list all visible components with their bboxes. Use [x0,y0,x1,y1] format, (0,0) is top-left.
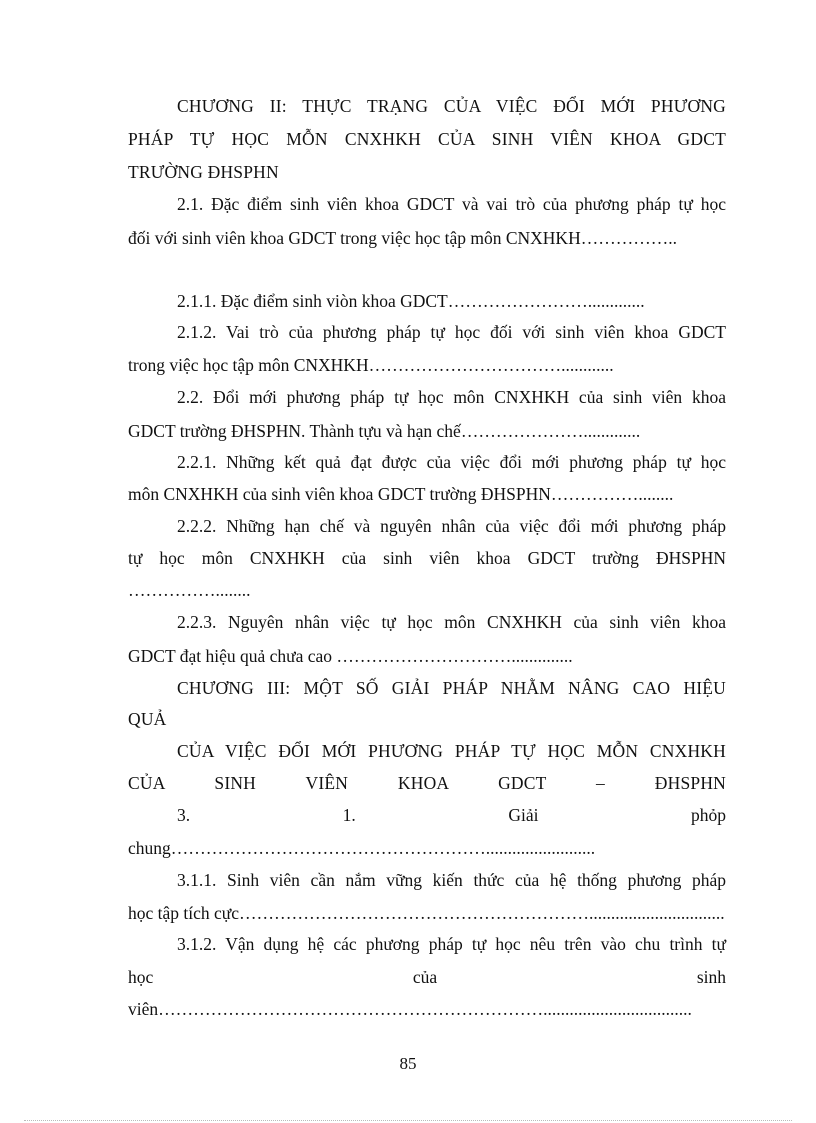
toc-2-2-3-line-2: GDCT đạt hiệu quả chưa cao ………………………….............. [128,646,573,666]
toc-3-1-1-line-1: 3.1.1. Sinh viên cần nắm vững kiến thức của hệ thống phương pháp [177,870,726,890]
chapter-2-title-line-2: PHÁP TỰ HỌC MỖN CNXHKH CỦA SINH VIÊN KHOA GDCT [128,129,726,149]
toc-3-1-2-line-2: học của sinh [128,967,726,987]
toc-2-2-line-2: GDCT trường ĐHSPHN. Thành tựu và hạn chế…………………............. [128,421,641,441]
toc-3-1-2-line-3: viên………………………………………………………….................................. [128,999,692,1019]
chapter-3-title-line-3: CỦA VIỆC ĐỔI MỚI PHƯƠNG PHÁP TỰ HỌC MỖN CNXHKH [177,741,726,761]
chapter-3-title-line-2: QUẢ [128,709,167,729]
toc-2-1-line-1: 2.1. Đặc điểm sinh viên khoa GDCT và vai trò của phương pháp tự học [177,194,726,214]
toc-2-2-line-1: 2.2. Đổi mới phương pháp tự học môn CNXHKH của sinh viên khoa [177,387,726,407]
toc-3-1-1-line-2: học tập tích cực……………………………………………………............................... [128,903,725,923]
toc-3-1-line-1: 3. 1. Giải phỏp [177,805,726,825]
toc-2-2-2-line-2: tự học môn CNXHKH của sinh viên khoa GDCT trường ĐHSPHN [128,548,726,568]
toc-2-2-1-line-2: môn CNXHKH của sinh viên khoa GDCT trường ĐHSPHN……………........ [128,484,674,504]
chapter-3-title-line-1: CHƯƠNG III: MỘT SỐ GIẢI PHÁP NHẰM NÂNG CAO HIỆU [177,678,726,698]
toc-2-1-1: 2.1.1. Đặc điểm sinh viòn khoa GDCT……………………............. [177,291,645,311]
footer-dotted-rule [24,1120,792,1121]
page-number: 85 [399,1054,417,1073]
toc-2-2-1-line-1: 2.2.1. Những kết quả đạt được của việc đổi mới phương pháp tự học [177,452,726,472]
toc-2-1-2-line-2: trong việc học tập môn CNXHKH……………………………............ [128,355,614,375]
chapter-2-title-line-1: CHƯƠNG II: THỰC TRẠNG CỦA VIỆC ĐỔI MỚI PHƯƠNG [177,96,726,116]
toc-2-1-line-2: đối với sinh viên khoa GDCT trong việc học tập môn CNXHKH…………….. [128,228,677,248]
toc-2-2-2-line-3: ……………........ [128,580,251,600]
chapter-3-title-line-4: CỦA SINH VIÊN KHOA GDCT – ĐHSPHN [128,773,726,793]
toc-2-2-3-line-1: 2.2.3. Nguyên nhân việc tự học môn CNXHKH của sinh viên khoa [177,612,726,632]
toc-2-2-2-line-1: 2.2.2. Những hạn chế và nguyên nhân của việc đổi mới phương pháp [177,516,726,536]
toc-2-1-2-line-1: 2.1.2. Vai trò của phương pháp tự học đối với sinh viên khoa GDCT [177,322,726,342]
toc-3-1-line-2: chung………………………………………………......................... [128,838,596,858]
chapter-2-title-line-3: TRƯỜNG ĐHSPHN [128,162,279,182]
toc-3-1-2-line-1: 3.1.2. Vận dụng hệ các phương pháp tự học nêu trên vào chu trình tự [177,934,726,954]
